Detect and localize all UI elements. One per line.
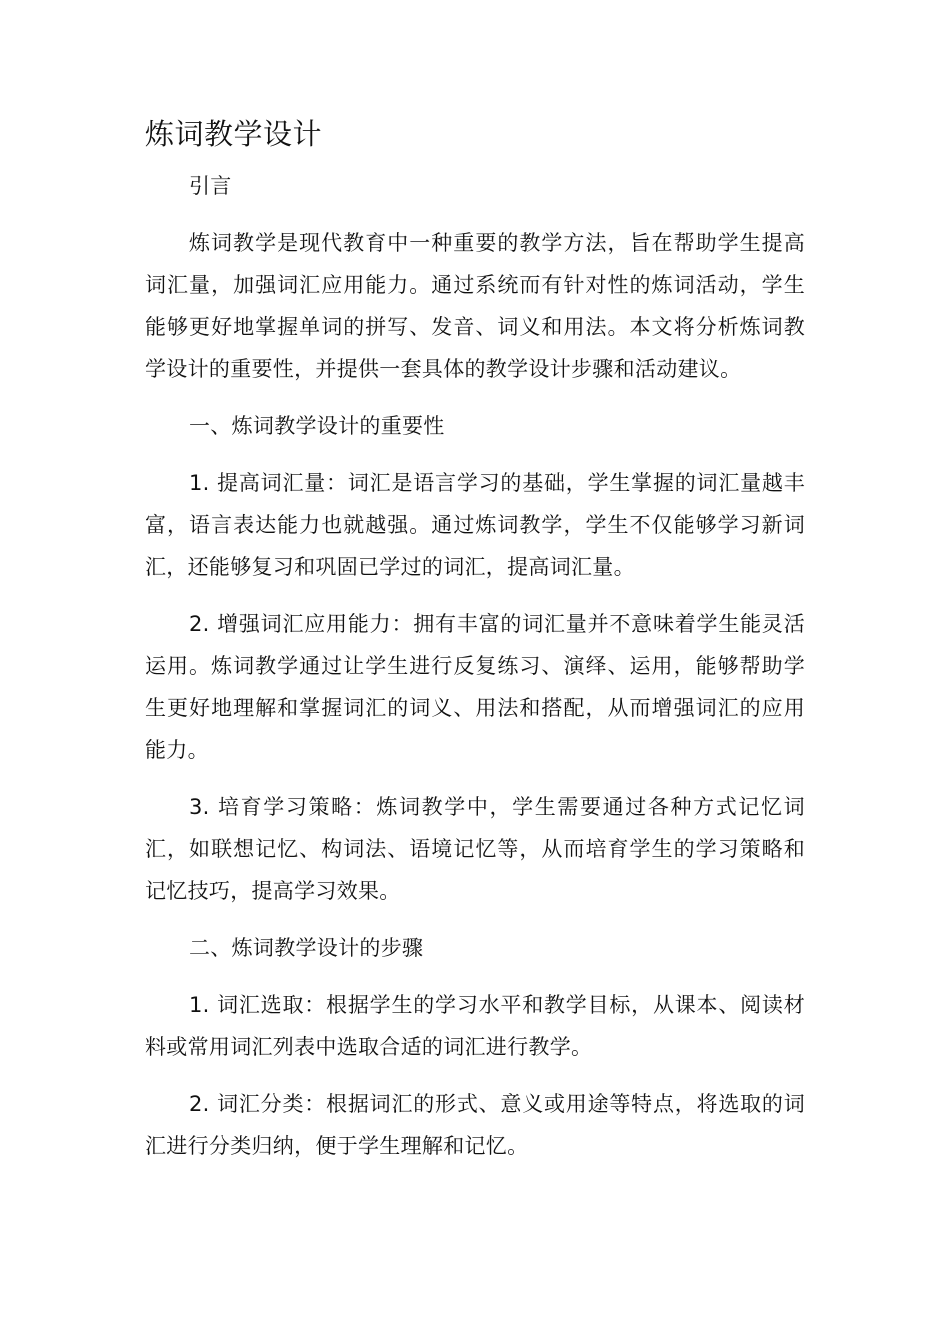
section-heading-importance: 一、炼词教学设计的重要性 [189,414,445,438]
document-body [145,165,805,1182]
document-title: 炼词教学设计 [145,117,323,151]
section-heading-steps: 二、炼词教学设计的步骤 [189,936,424,960]
intro-heading: 引言 [189,174,232,198]
intro-paragraph: 炼词教学是现代教育中一种重要的教学方法，旨在帮助学生提高词汇量，加强词汇应用能力。通过系统而有针对性的炼词活动，学生能够更好地掌握单词的拼写、发音、词义和用法。本文将分析炼词教学设计的重要性，并提供一套具体的教学设计步骤和活动建议。 [145,231,805,381]
importance-item-3: 3. 培育学习策略：炼词教学中，学生需要通过各种方式记忆词汇，如联想记忆、构词法、语境记忆等，从而培育学生的学习策略和记忆技巧，提高学习效果。 [145,795,805,903]
steps-item-1: 1. 词汇选取：根据学生的学习水平和教学目标，从课本、阅读材料或常用词汇列表中选取合适的词汇进行教学。 [145,993,805,1059]
importance-item-1: 1. 提高词汇量：词汇是语言学习的基础，学生掌握的词汇量越丰富，语言表达能力也就越强。通过炼词教学，学生不仅能够学习新词汇，还能够复习和巩固已学过的词汇，提高词汇量。 [145,471,805,579]
steps-item-2: 2. 词汇分类：根据词汇的形式、意义或用途等特点，将选取的词汇进行分类归纳，便于学生理解和记忆。 [145,1092,805,1158]
importance-item-2: 2. 增强词汇应用能力：拥有丰富的词汇量并不意味着学生能灵活运用。炼词教学通过让学生进行反复练习、演绎、运用，能够帮助学生更好地理解和掌握词汇的词义、用法和搭配，从而增强词汇的应用能力。 [145,612,805,762]
